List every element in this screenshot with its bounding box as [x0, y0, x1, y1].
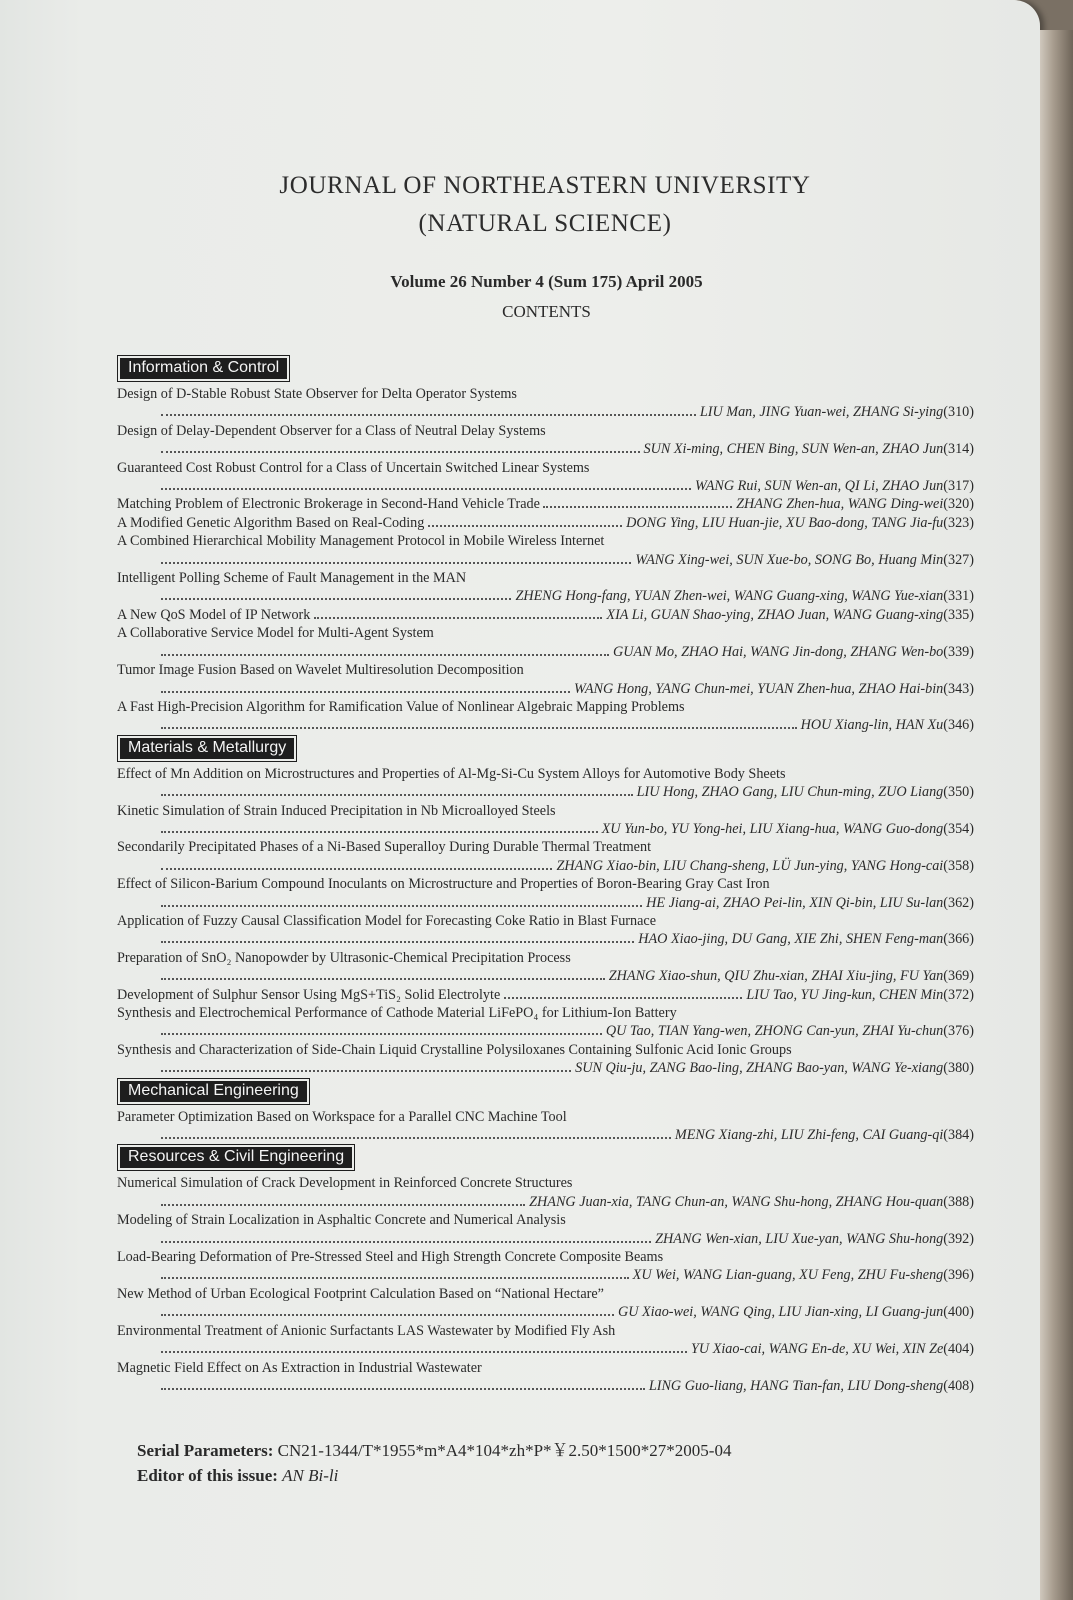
- article-title: Application of Fuzzy Causal Classification Model for Forecasting Coke Ratio in Blast Furnace: [117, 912, 657, 929]
- entry-line: [117, 643, 974, 661]
- journal-subtitle: (NATURAL SCIENCE): [418, 210, 672, 237]
- article-authors: [638, 930, 974, 948]
- entry-line: [117, 606, 974, 624]
- page-number: (327): [943, 551, 974, 568]
- entry-line: [117, 967, 974, 985]
- article-authors: [574, 680, 974, 698]
- editor-value: AN Bi-li: [282, 1466, 339, 1485]
- toc-entry[interactable]: [117, 385, 974, 422]
- title-gap: [424, 514, 428, 532]
- entry-line: [117, 1193, 974, 1211]
- dot-leader: [161, 1241, 651, 1243]
- author-names: LING Guo-liang, HANG Tian-fan, LIU Dong-sheng: [648, 1377, 944, 1394]
- serial-label: Serial Parameters:: [137, 1441, 274, 1460]
- entry-line: [117, 514, 974, 532]
- entry-line: [117, 440, 974, 458]
- dot-leader: [428, 525, 622, 527]
- author-names: WANG Hong, YANG Chun-mei, YUAN Zhen-hua, ZHAO Hai-bin: [574, 680, 944, 697]
- article-title: Modeling of Strain Localization in Asphaltic Concrete and Numerical Analysis: [117, 1212, 566, 1229]
- article-authors: [655, 1230, 974, 1248]
- book-page-edge: [1040, 30, 1073, 1600]
- section-heading: Mechanical Engineering: [120, 1081, 307, 1102]
- dot-leader: [161, 488, 691, 490]
- article-authors: [746, 986, 974, 1004]
- serial-parameters: [137, 1436, 731, 1461]
- article-title: Guaranteed Cost Robust Control for a Class of Uncertain Switched Linear Systems: [117, 459, 590, 476]
- toc-entry[interactable]: [117, 912, 974, 949]
- article-authors: [556, 857, 974, 875]
- article-title: Kinetic Simulation of Strain Induced Precipitation in Nb Microalloyed Steels: [117, 802, 556, 819]
- toc-entry[interactable]: [117, 1004, 974, 1041]
- author-names: ZHANG Zhen-hua, WANG Ding-wei: [736, 496, 944, 513]
- entry-line: [117, 986, 974, 1004]
- toc-entry[interactable]: [117, 875, 974, 912]
- page-number: (376): [943, 1023, 974, 1040]
- page-number: (331): [943, 588, 974, 605]
- toc-entry[interactable]: [117, 802, 974, 839]
- author-names: ZHENG Hong-fang, YUAN Zhen-wei, WANG Guang-xing, WANG Yue-xian: [515, 588, 944, 605]
- entry-line: [117, 894, 974, 912]
- author-names: XU Wei, WANG Lian-guang, XU Feng, ZHU Fu-sheng: [632, 1267, 944, 1284]
- toc-section: [117, 355, 974, 735]
- page-number: (320): [943, 496, 974, 513]
- dot-leader: [314, 617, 603, 619]
- author-names: ZHANG Xiao-bin, LIU Chang-sheng, LÜ Jun-ying, YANG Hong-cai: [556, 857, 944, 874]
- author-names: WANG Rui, SUN Wen-an, QI Li, ZHAO Jun: [694, 478, 944, 495]
- author-names: SUN Xi-ming, CHEN Bing, SUN Wen-an, ZHAO Jun: [643, 441, 944, 458]
- author-names: WANG Xing-wei, SUN Xue-bo, SONG Bo, Huang Min: [635, 551, 944, 568]
- article-title: Synthesis and Electrochemical Performance of Cathode Material LiFePO₄ for Lithium-Ion Battery: [117, 1005, 677, 1021]
- entry-line: [117, 477, 974, 495]
- dot-leader: [161, 1314, 614, 1316]
- serial-value: CN21-1344/T*1955*m*A4*104*zh*P*￥2.50*1500*27*2005-04: [277, 1441, 732, 1460]
- article-authors: [515, 587, 974, 605]
- article-authors: [606, 606, 974, 624]
- toc-entry[interactable]: [117, 1211, 974, 1248]
- dot-leader: [504, 997, 743, 999]
- article-authors: [529, 1193, 974, 1211]
- author-names: SUN Qiu-ju, ZANG Bao-ling, ZHANG Bao-yan, WANG Ye-xiang: [575, 1060, 944, 1077]
- article-authors: [613, 643, 974, 661]
- table-of-contents: [117, 355, 974, 1395]
- contents-label: CONTENTS: [502, 302, 591, 321]
- article-title: A Fast High-Precision Algorithm for Ramification Value of Nonlinear Algebraic Mapping Problems: [117, 698, 685, 715]
- entry-line: [117, 403, 974, 421]
- article-title: Intelligent Polling Scheme of Fault Management in the MAN: [117, 570, 467, 587]
- article-title: Effect of Silicon-Barium Compound Inoculants on Microstructure and Properties of Boron-Bearing Gray Cast Iron: [117, 876, 770, 893]
- toc-entry[interactable]: [117, 1174, 974, 1211]
- dot-leader: [161, 654, 609, 656]
- author-names: ZHANG Xiao-shun, QIU Zhu-xian, ZHAI Xiu-jing, FU Yan: [608, 968, 944, 985]
- toc-entry[interactable]: [117, 532, 974, 569]
- toc-entry[interactable]: [117, 765, 974, 802]
- author-names: GU Xiao-wei, WANG Qing, LIU Jian-xing, LI Guang-jun: [617, 1304, 944, 1321]
- author-names: ZHANG Juan-xia, TANG Chun-an, WANG Shu-hong, ZHANG Hou-quan: [529, 1193, 944, 1210]
- author-names: XIA Li, GUAN Shao-ying, ZHAO Juan, WANG Guang-xing: [606, 606, 944, 623]
- page-number: (404): [943, 1341, 974, 1358]
- page-number: (346): [943, 717, 974, 734]
- article-title: A Collaborative Service Model for Multi-Agent System: [117, 625, 434, 642]
- page-number: (384): [943, 1127, 974, 1144]
- article-title: Effect of Mn Addition on Microstructures and Properties of Al-Mg-Si-Cu System Alloys for Automotive Body Sheets: [117, 765, 786, 782]
- author-names: HAO Xiao-jing, DU Gang, XIE Zhi, SHEN Feng-man: [638, 931, 944, 948]
- entry-line: [117, 857, 974, 875]
- toc-entry[interactable]: [117, 1108, 974, 1145]
- article-authors: [691, 1340, 974, 1358]
- entry-line: [117, 551, 974, 569]
- author-names: HOU Xiang-lin, HAN Xu: [800, 717, 944, 734]
- toc-entry[interactable]: [117, 698, 974, 735]
- article-title: A New QoS Model of IP Network: [117, 606, 311, 623]
- article-title: Magnetic Field Effect on As Extraction in Industrial Wastewater: [117, 1359, 482, 1376]
- editor-label: Editor of this issue:: [137, 1466, 278, 1485]
- article-authors: [575, 1059, 974, 1077]
- article-title: Numerical Simulation of Crack Development in Reinforced Concrete Structures: [117, 1175, 573, 1192]
- author-names: LIU Tao, YU Jing-kun, CHEN Min: [746, 986, 944, 1003]
- article-authors: [649, 1377, 974, 1395]
- title-gap: [540, 495, 544, 513]
- dot-leader: [161, 868, 552, 870]
- page-number: (388): [943, 1193, 974, 1210]
- page-number: (396): [943, 1267, 974, 1284]
- article-authors: [675, 1126, 974, 1144]
- entry-line: [117, 820, 974, 838]
- article-authors: [633, 1266, 974, 1284]
- dot-leader: [161, 598, 511, 600]
- toc-section: [117, 735, 974, 1078]
- page-number: (339): [943, 643, 974, 660]
- dot-leader: [161, 978, 605, 980]
- dot-leader: [161, 451, 640, 453]
- toc-entry[interactable]: [117, 1248, 974, 1285]
- author-names: ZHANG Wen-xian, LIU Xue-yan, WANG Shu-hong: [655, 1230, 944, 1247]
- journal-title: JOURNAL OF NORTHEASTERN UNIVERSITY: [279, 172, 811, 199]
- section-heading: Resources & Civil Engineering: [120, 1147, 352, 1168]
- article-authors: [736, 495, 974, 513]
- toc-entry[interactable]: [117, 569, 974, 606]
- toc-entry[interactable]: [117, 838, 974, 875]
- toc-entry[interactable]: [117, 514, 974, 532]
- page-number: (358): [943, 857, 974, 874]
- article-title: Synthesis and Characterization of Side-Chain Liquid Crystalline Polysiloxanes Containing Sulfonic Acid Ionic Groups: [117, 1041, 792, 1058]
- article-title: Matching Problem of Electronic Brokerage in Second-Hand Vehicle Trade: [117, 496, 540, 513]
- article-title: Design of D-Stable Robust State Observer for Delta Operator Systems: [117, 386, 517, 402]
- toc-entry[interactable]: [117, 1041, 974, 1078]
- author-names: DONG Ying, LIU Huan-jie, XU Bao-dong, TANG Jia-fu: [626, 514, 944, 531]
- article-authors: [700, 403, 974, 421]
- dot-leader: [161, 1388, 645, 1390]
- page-number: (323): [943, 514, 974, 531]
- dot-leader: [161, 1204, 525, 1206]
- article-authors: [646, 894, 974, 912]
- article-title: Load-Bearing Deformation of Pre-Stressed Steel and High Strength Concrete Composite Beams: [117, 1249, 664, 1266]
- page-number: (317): [943, 478, 974, 495]
- page-number: (408): [943, 1377, 974, 1394]
- article-title: A Modified Genetic Algorithm Based on Real-Coding: [117, 514, 425, 531]
- toc-entry[interactable]: [117, 661, 974, 698]
- volume-line: Volume 26 Number 4 (Sum 175) April 2005: [390, 272, 703, 291]
- entry-line: [117, 495, 974, 513]
- page-number: (343): [943, 680, 974, 697]
- toc-entry[interactable]: [117, 495, 974, 513]
- dot-leader: [161, 1033, 602, 1035]
- entry-line: [117, 783, 974, 801]
- toc-section: [117, 1078, 974, 1145]
- entry-line: [117, 1059, 974, 1077]
- entry-line: [117, 1022, 974, 1040]
- article-title: Preparation of SnO₂ Nanopowder by Ultrasonic-Chemical Precipitation Process: [117, 949, 571, 966]
- article-title: A Combined Hierarchical Mobility Management Protocol in Mobile Wireless Internet: [117, 533, 605, 550]
- toc-entry[interactable]: [117, 624, 974, 661]
- dot-leader: [161, 1070, 571, 1072]
- page-number: (354): [943, 820, 974, 837]
- author-names: MENG Xiang-zhi, LIU Zhi-feng, CAI Guang-qi: [674, 1127, 944, 1144]
- article-title: Parameter Optimization Based on Workspace for a Parallel CNC Machine Tool: [117, 1108, 567, 1125]
- toc-entry[interactable]: [117, 459, 974, 496]
- author-names: LIU Hong, ZHAO Gang, LIU Chun-ming, ZUO Liang: [636, 784, 944, 801]
- entry-line: [117, 1377, 974, 1395]
- entry-line: [117, 1340, 974, 1358]
- entry-line: [117, 1126, 974, 1144]
- toc-entry[interactable]: [117, 1359, 974, 1396]
- dot-leader: [161, 905, 642, 907]
- article-title: Development of Sulphur Sensor Using MgS+TiS₂ Solid Electrolyte: [117, 986, 501, 1003]
- article-authors: [635, 551, 974, 569]
- article-authors: [626, 514, 974, 532]
- article-authors: [618, 1303, 974, 1321]
- page-number: (400): [943, 1304, 974, 1321]
- page-number: (350): [943, 784, 974, 801]
- entry-line: [117, 1266, 974, 1284]
- toc-entry[interactable]: [117, 422, 974, 459]
- article-authors: [606, 1022, 974, 1040]
- entry-line: [117, 716, 974, 734]
- section-heading: Information & Control: [120, 358, 287, 379]
- article-title: New Method of Urban Ecological Footprint Calculation Based on “National Hectare”: [117, 1285, 604, 1302]
- entry-line: [117, 680, 974, 698]
- page-number: (314): [943, 441, 974, 458]
- dot-leader: [543, 506, 732, 508]
- entry-line: [117, 1303, 974, 1321]
- dot-leader: [161, 562, 631, 564]
- article-authors: [801, 716, 974, 734]
- author-names: YU Xiao-cai, WANG En-de, XU Wei, XIN Ze: [691, 1341, 944, 1358]
- article-title: Tumor Image Fusion Based on Wavelet Multiresolution Decomposition: [117, 662, 524, 679]
- dot-leader: [161, 691, 570, 693]
- author-names: GUAN Mo, ZHAO Hai, WANG Jin-dong, ZHANG Wen-bo: [612, 643, 944, 660]
- toc-entry[interactable]: [117, 1322, 974, 1359]
- toc-entry[interactable]: [117, 1285, 974, 1322]
- title-gap: [310, 606, 314, 624]
- page-number: (335): [943, 606, 974, 623]
- toc-entry[interactable]: [117, 986, 974, 1004]
- page-number: (362): [943, 894, 974, 911]
- page-number: (310): [943, 404, 974, 421]
- page-number: (380): [943, 1060, 974, 1077]
- author-names: XU Yun-bo, YU Yong-hei, LIU Xiang-hua, WANG Guo-dong: [601, 820, 944, 837]
- dot-leader: [161, 941, 634, 943]
- issue-editor: [137, 1466, 338, 1486]
- author-names: LIU Man, JING Yuan-wei, ZHANG Si-ying: [699, 404, 944, 421]
- toc-section: [117, 1144, 974, 1395]
- article-authors: [695, 477, 974, 495]
- article-authors: [637, 783, 974, 801]
- entry-line: [117, 930, 974, 948]
- toc-entry[interactable]: [117, 606, 974, 624]
- title-gap: [500, 986, 504, 1004]
- toc-entry[interactable]: [117, 949, 974, 986]
- article-title: Environmental Treatment of Anionic Surfactants LAS Wastewater by Modified Fly Ash: [117, 1322, 616, 1339]
- article-authors: [644, 440, 975, 458]
- entry-line: [117, 1230, 974, 1248]
- page-number: (372): [943, 986, 974, 1003]
- article-authors: [602, 820, 974, 838]
- page-number: (392): [943, 1230, 974, 1247]
- author-names: QU Tao, TIAN Yang-wen, ZHONG Can-yun, ZHAI Yu-chun: [605, 1023, 944, 1040]
- dot-leader: [161, 1351, 687, 1353]
- dot-leader: [161, 831, 598, 833]
- page-number: (366): [943, 931, 974, 948]
- dot-leader: [161, 1277, 629, 1279]
- dot-leader: [161, 414, 696, 416]
- article-title: Design of Delay-Dependent Observer for a Class of Neutral Delay Systems: [117, 422, 546, 439]
- dot-leader: [161, 727, 797, 729]
- article-authors: [609, 967, 974, 985]
- section-heading: Materials & Metallurgy: [120, 738, 294, 759]
- author-names: HE Jiang-ai, ZHAO Pei-lin, XIN Qi-bin, LIU Su-lan: [646, 894, 944, 911]
- article-title: Secondarily Precipitated Phases of a Ni-Based Superalloy During Durable Thermal Treatment: [117, 839, 652, 856]
- page-number: (369): [943, 968, 974, 985]
- entry-line: [117, 587, 974, 605]
- dot-leader: [161, 1137, 671, 1139]
- dot-leader: [161, 794, 633, 796]
